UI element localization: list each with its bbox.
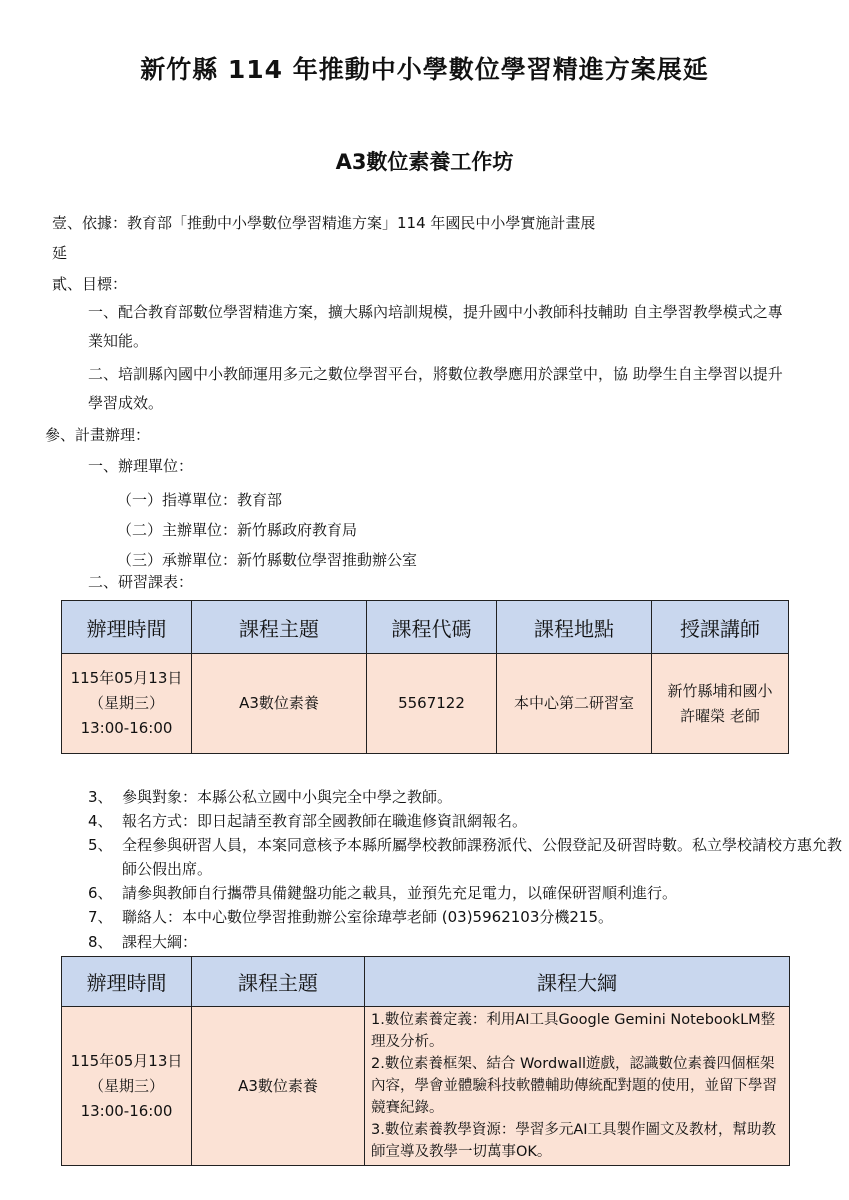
list-item: [88, 809, 808, 833]
schedule-time-cell: [62, 654, 192, 754]
outline-point: 2.數位素養框架、結合 Wordwall遊戲，認識數位素養四個框架內容，學會並體驗科技軟體輔助傳統配對題的使用，並留下學習競賽紀錄。: [371, 1056, 777, 1116]
basis-line: 壹、依據：教育部「推動中小學數位學習精進方案」114 年國民中小學實施計畫展: [52, 214, 596, 232]
list-item-number: 6、: [88, 884, 113, 902]
schedule-teacher-cell: [652, 654, 789, 754]
outline-table: [61, 956, 790, 1166]
list-item-number: 8、: [88, 933, 113, 951]
list-item-text: 報名方式：即日起請至教育部全國教師在職進修資訊網報名。: [122, 812, 528, 830]
schedule-date: 115年05月13日: [70, 669, 183, 687]
list-item-text: 聯絡人：本中心數位學習推動辦公室徐瑋葶老師 (03)5962103分機215。: [122, 908, 613, 926]
schedule-weekday: （星期三）: [88, 694, 164, 712]
unit-guidance: （一）指導單位：教育部: [117, 491, 283, 509]
list-item: [88, 930, 808, 954]
list-item: [88, 833, 842, 881]
list-item-number: 5、: [88, 836, 113, 854]
list-item-text: 請參與教師自行攜帶具備鍵盤功能之載具，並預先充足電力，以確保研習順利進行。: [122, 884, 678, 902]
list-item-number: 3、: [88, 788, 113, 806]
teacher-name: 許曜榮 老師: [680, 706, 760, 725]
outline-header-outline: 課程大綱: [365, 957, 790, 1007]
unit-organizer: （二）主辦單位：新竹縣政府教育局: [117, 521, 358, 539]
unit-executor: （三）承辦單位：新竹縣數位學習推動辦公室: [117, 551, 418, 569]
outline-weekday: （星期三）: [88, 1076, 164, 1095]
schedule-header-code: 課程代碼: [367, 601, 497, 654]
outline-header-time: 辦理時間: [62, 957, 192, 1007]
list-item-number: 7、: [88, 908, 113, 926]
outline-point: 1.數位素養定義：利用AI工具Google Gemini NotebookLM整理及分析。: [371, 1012, 776, 1050]
schedule-hours: 13:00-16:00: [80, 719, 173, 737]
teacher-school: 新竹縣埔和國小: [667, 681, 773, 700]
list-item: [88, 881, 808, 905]
outline-header-row: [62, 957, 790, 1007]
outline-header-topic: 課程主題: [192, 957, 365, 1007]
list-item-text: 全程參與研習人員，本案同意核予本縣所屬學校教師課務派代、公假登記及研習時數。私立學校請校方惠允教師公假出席。: [122, 836, 843, 878]
list-item: [88, 905, 808, 929]
outline-topic: A3數位素養: [192, 1007, 365, 1166]
plan-heading: 參、計畫辦理：: [45, 426, 151, 444]
outline-point: 3.數位素養教學資源：學習多元AI工具製作圖文及教材，幫助教師宣導及教學一切萬事OK。: [371, 1122, 777, 1160]
schedule-table: [61, 600, 789, 754]
schedule-heading: 二、研習課表：: [88, 573, 194, 591]
units-heading: 一、辦理單位：: [88, 457, 194, 475]
list-item: [88, 785, 808, 809]
outline-date: 115年05月13日: [70, 1051, 183, 1070]
list-item-text: 課程大綱：: [122, 933, 198, 951]
outline-points-cell: [365, 1007, 790, 1166]
schedule-header-topic: 課程主題: [192, 601, 367, 654]
goal-item-1: 一、配合教育部數位學習精進方案，擴大縣內培訓規模，提升國中小教師科技輔助 自主學習教學模式之專業知能。: [88, 303, 783, 350]
outline-time-cell: [62, 1007, 192, 1166]
goals-heading: 貳、目標：: [52, 275, 128, 293]
schedule-location: 本中心第二研習室: [497, 654, 652, 754]
basis-line-continued: 延: [52, 244, 68, 262]
table-row: [62, 654, 789, 754]
schedule-header-time: 辦理時間: [62, 601, 192, 654]
schedule-header-teacher: 授課講師: [652, 601, 789, 654]
schedule-topic: A3數位素養: [192, 654, 367, 754]
document-title: 新竹縣 114 年推動中小學數位學習精進方案展延: [140, 55, 709, 84]
list-item-number: 4、: [88, 812, 113, 830]
document-subtitle: A3數位素養工作坊: [335, 150, 514, 174]
list-item-text: 參與對象：本縣公私立國中小與完全中學之教師。: [122, 788, 453, 806]
schedule-code: 5567122: [367, 654, 497, 754]
schedule-header-row: [62, 601, 789, 654]
table-row: [62, 1007, 790, 1166]
schedule-header-location: 課程地點: [497, 601, 652, 654]
outline-hours: 13:00-16:00: [80, 1101, 173, 1120]
goal-item-2: 二、培訓縣內國中小教師運用多元之數位學習平台，將數位教學應用於課堂中，協 助學生自主學習以提升學習成效。: [88, 365, 783, 412]
